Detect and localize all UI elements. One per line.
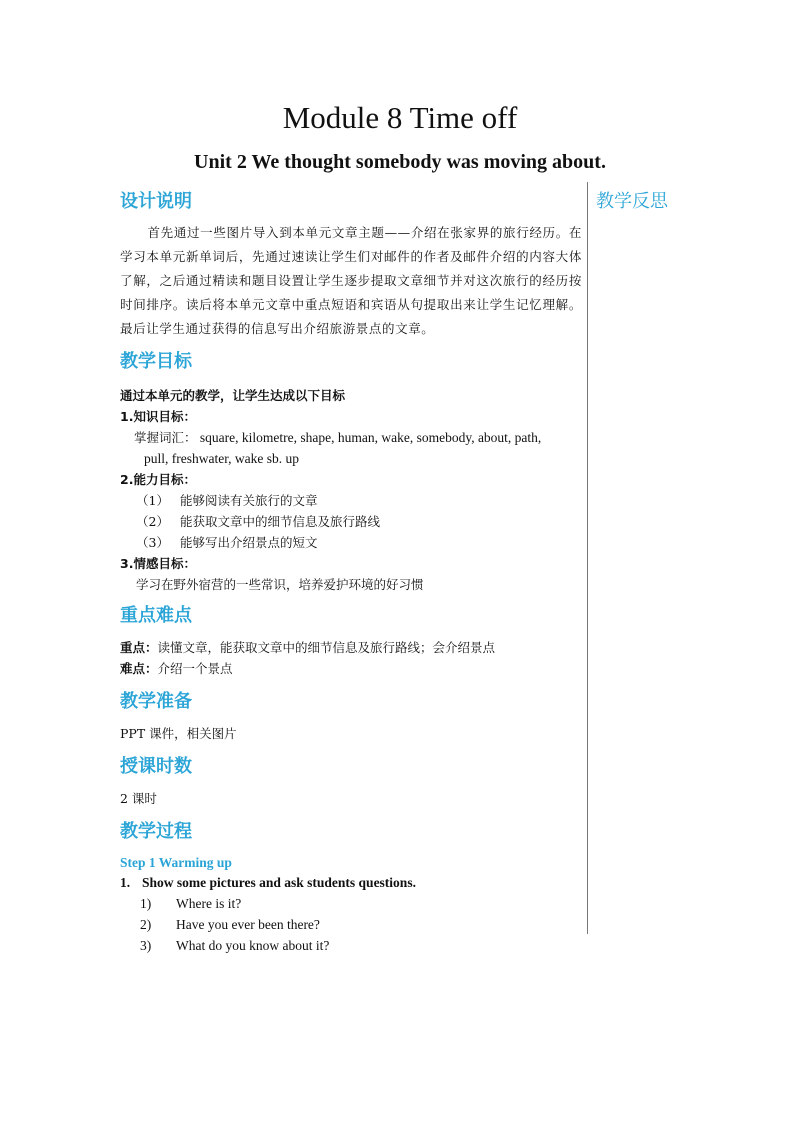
vocab-words-1: square, kilometre, shape, human, wake, somebody, about, path, [199,430,542,445]
keypoints-heading: 重点难点 [120,605,192,626]
ability-num: （1） [136,493,169,508]
ability-item [120,490,582,511]
process-item-text: Show some pictures and ask students questions. [142,875,416,890]
emotion-text: 学习在野外宿营的一些常识，培养爱护环境的好习惯 [136,577,424,592]
ability-item [120,532,582,553]
question-item [120,935,582,956]
ability-item [120,511,582,532]
objectives-lead: 通过本单元的教学，让学生达成以下目标 [120,388,346,403]
ability-text: 能够阅读有关旅行的文章 [180,493,318,508]
vocab-label: 掌握词汇： [134,430,197,445]
knowledge-label: 1.知识目标： [120,409,196,424]
process-heading: 教学过程 [120,821,192,842]
page-title: Module 8 Time off [282,100,518,135]
ability-text: 能获取文章中的细节信息及旅行路线 [180,514,381,529]
question-num: 3) [140,938,152,953]
reflection-heading: 教学反思 [596,191,668,212]
vocab-line-1 [120,427,582,448]
difficult-text: 介绍一个景点 [157,661,233,676]
ability-num: （3） [136,535,169,550]
step-heading: Step 1 Warming up [120,855,232,870]
question-item [120,893,582,914]
process-item-num: 1. [120,875,131,890]
question-text: Where is it? [176,896,242,911]
design-text: 首先通过一些图片导入到本单元文章主题——介绍在张家界的旅行经历。在学习本单元新单词后，先通过速读让学生们对邮件的作者及邮件介绍的内容大体了解，之后通过精读和题目设置让学生逐步提取文章细节并对这次旅行的经历按时间排序。读后将本单元文章中重点短语和宾语从句提取出来让学生记忆理解。最后让学生通过获得的信息写出介绍旅游景点的文章。 [120,225,582,336]
ability-text: 能够写出介绍景点的短文 [180,535,318,550]
preparation-text: PPT 课件，相关图片 [120,726,237,741]
ability-label: 2.能力目标： [120,472,196,487]
vocab-line-2: pull, freshwater, wake sb. up [144,451,300,466]
question-num: 2) [140,917,152,932]
difficult-point [120,658,582,679]
key-point [120,637,582,658]
hours-text: 2 课时 [120,791,157,806]
preparation-heading: 教学准备 [120,691,192,712]
ability-num: （2） [136,514,169,529]
hours-heading: 授课时数 [120,756,192,777]
objectives-heading: 教学目标 [120,351,192,372]
question-item [120,914,582,935]
question-text: What do you know about it? [176,938,330,953]
key-text: 读懂文章，能获取文章中的细节信息及旅行路线；会介绍景点 [157,640,496,655]
difficult-label: 难点： [120,661,158,676]
column-divider [587,182,588,934]
process-item [120,873,582,893]
key-label: 重点： [120,640,158,655]
main-column [120,189,582,956]
emotion-label: 3.情感目标： [120,556,196,571]
question-text: Have you ever been there? [176,917,320,932]
question-num: 1) [140,896,152,911]
design-heading: 设计说明 [120,191,192,212]
unit-subtitle: Unit 2 We thought somebody was moving about. [194,151,606,173]
